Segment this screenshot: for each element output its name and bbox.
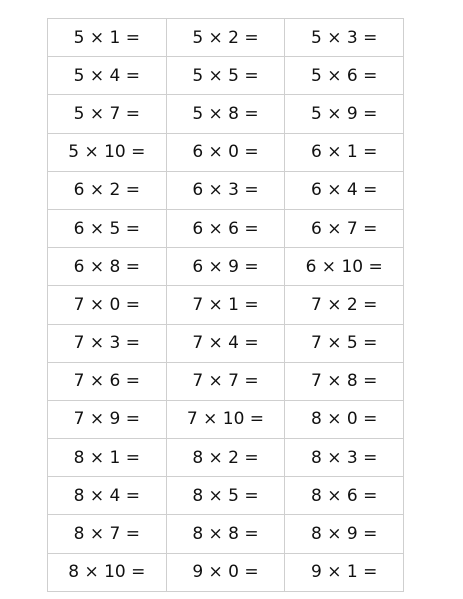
problem-cell: 7 × 4 = xyxy=(166,324,285,362)
table-row xyxy=(48,400,404,438)
problem-cell: 6 × 6 = xyxy=(166,209,285,247)
problem-cell: 6 × 3 = xyxy=(166,171,285,209)
problem-cell: 8 × 6 = xyxy=(285,477,404,515)
problem-cell: 6 × 0 = xyxy=(166,133,285,171)
problem-cell: 5 × 9 = xyxy=(285,95,404,133)
problem-cell: 6 × 8 = xyxy=(48,248,167,286)
problem-cell: 6 × 7 = xyxy=(285,209,404,247)
table-row xyxy=(48,95,404,133)
problem-cell: 6 × 9 = xyxy=(166,248,285,286)
problem-cell: 7 × 7 = xyxy=(166,362,285,400)
problem-cell: 8 × 8 = xyxy=(166,515,285,553)
problem-cell: 6 × 1 = xyxy=(285,133,404,171)
problem-cell: 5 × 3 = xyxy=(285,19,404,57)
problem-cell: 8 × 4 = xyxy=(48,477,167,515)
table-row xyxy=(48,477,404,515)
problem-cell: 6 × 10 = xyxy=(285,248,404,286)
table-row xyxy=(48,553,404,591)
problem-cell: 5 × 4 = xyxy=(48,57,167,95)
problem-cell: 8 × 0 = xyxy=(285,400,404,438)
table-row xyxy=(48,133,404,171)
problem-cell: 8 × 9 = xyxy=(285,515,404,553)
problem-cell: 5 × 7 = xyxy=(48,95,167,133)
table-row xyxy=(48,439,404,477)
table-row xyxy=(48,286,404,324)
problem-cell: 5 × 5 = xyxy=(166,57,285,95)
problem-cell: 7 × 8 = xyxy=(285,362,404,400)
problem-cell: 7 × 0 = xyxy=(48,286,167,324)
problem-cell: 8 × 7 = xyxy=(48,515,167,553)
table-row xyxy=(48,362,404,400)
problem-cell: 5 × 1 = xyxy=(48,19,167,57)
problem-cell: 9 × 1 = xyxy=(285,553,404,591)
problem-cell: 6 × 4 = xyxy=(285,171,404,209)
problem-cell: 9 × 0 = xyxy=(166,553,285,591)
problem-cell: 5 × 6 = xyxy=(285,57,404,95)
problem-cell: 7 × 5 = xyxy=(285,324,404,362)
multiplication-worksheet-table xyxy=(47,18,404,592)
problem-cell: 8 × 5 = xyxy=(166,477,285,515)
table-row xyxy=(48,209,404,247)
problem-cell: 7 × 2 = xyxy=(285,286,404,324)
table-row xyxy=(48,171,404,209)
problem-cell: 5 × 8 = xyxy=(166,95,285,133)
problem-cell: 8 × 3 = xyxy=(285,439,404,477)
table-row xyxy=(48,515,404,553)
table-row xyxy=(48,57,404,95)
problem-cell: 8 × 1 = xyxy=(48,439,167,477)
problem-cell: 7 × 10 = xyxy=(166,400,285,438)
problem-cell: 5 × 2 = xyxy=(166,19,285,57)
problem-cell: 7 × 6 = xyxy=(48,362,167,400)
problem-cell: 8 × 10 = xyxy=(48,553,167,591)
table-row xyxy=(48,248,404,286)
problem-cell: 8 × 2 = xyxy=(166,439,285,477)
worksheet-body xyxy=(48,19,404,592)
table-row xyxy=(48,19,404,57)
problem-cell: 7 × 3 = xyxy=(48,324,167,362)
problem-cell: 7 × 1 = xyxy=(166,286,285,324)
problem-cell: 7 × 9 = xyxy=(48,400,167,438)
problem-cell: 6 × 2 = xyxy=(48,171,167,209)
problem-cell: 6 × 5 = xyxy=(48,209,167,247)
problem-cell: 5 × 10 = xyxy=(48,133,167,171)
table-row xyxy=(48,324,404,362)
